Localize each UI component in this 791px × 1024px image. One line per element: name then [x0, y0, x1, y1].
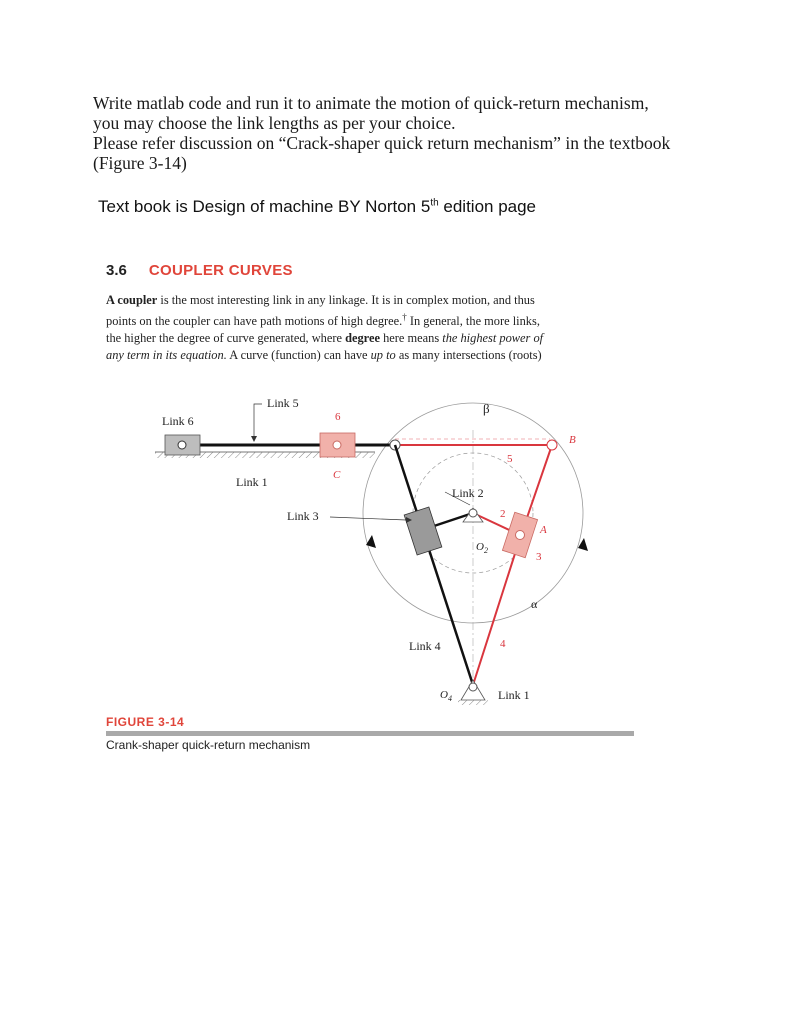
arrow-left	[366, 535, 376, 548]
figure-caption: Crank-shaper quick-return mechanism	[106, 738, 311, 752]
label-link1-top: Link 1	[236, 475, 268, 489]
mechanism-figure	[100, 388, 640, 718]
question-line-3: Please refer discussion on “Crack-shaper quick return mechanism” in the textbook	[93, 133, 671, 153]
figure-caption-title: FIGURE 3-14	[106, 715, 185, 729]
textbook-reference	[98, 197, 536, 217]
textbook-text-end: edition page	[438, 197, 537, 216]
label-link5: Link 5	[267, 396, 299, 410]
italic-text: the highest power of	[442, 331, 544, 346]
label-5: 5	[507, 453, 513, 465]
label-alpha: α	[531, 597, 538, 611]
paragraph-text: points on the coupler can have path motions of high degree.	[106, 314, 403, 329]
paragraph-text: In general, the more links,	[406, 314, 540, 329]
question-line-2: you may choose the link lengths as per your choice.	[93, 113, 456, 133]
paragraph-text: as many intersections (roots)	[395, 348, 542, 363]
label-2: 2	[500, 508, 506, 520]
excerpt-paragraph	[106, 292, 636, 364]
italic-text: up to	[370, 348, 396, 363]
section-title: COUPLER CURVES	[148, 262, 293, 279]
paragraph-text: the higher the degree of curve generated, where	[106, 331, 346, 346]
bold-term: degree	[345, 331, 380, 346]
label-link2: Link 2	[452, 486, 484, 500]
label-4: 4	[500, 638, 506, 650]
label-link4: Link 4	[409, 639, 441, 653]
question-text	[93, 93, 733, 173]
label-link6: Link 6	[162, 414, 194, 428]
question-line-4: (Figure 3-14)	[93, 153, 187, 173]
rocker-red	[473, 445, 552, 685]
label-c: C	[333, 469, 341, 481]
paragraph-line-2	[106, 309, 636, 330]
paragraph-text: A curve (function) can have	[226, 348, 371, 363]
footnote-mark: †	[402, 312, 407, 322]
slider-link3	[404, 507, 442, 555]
paragraph-text: is the most interesting link in any linkage. It is in complex motion, and thus	[157, 293, 535, 307]
paragraph-line-3	[106, 330, 636, 347]
label-beta: β	[483, 401, 490, 416]
italic-text: any term in its equation.	[106, 348, 227, 363]
label-o2: $O_2$	[476, 541, 488, 555]
label-6: 6	[335, 411, 341, 423]
bold-term: A coupler	[106, 293, 158, 307]
paragraph-line-1	[106, 292, 636, 309]
label-a: A	[540, 524, 547, 536]
label-o4: $O_4$	[440, 689, 452, 703]
textbook-text: Text book is Design of machine BY Norton 5	[98, 197, 431, 216]
caption-rule	[106, 731, 634, 736]
textbook-superscript: th	[430, 197, 439, 209]
label-b: B	[569, 434, 576, 446]
section-heading	[106, 262, 293, 279]
label-link1-bottom: Link 1	[498, 688, 530, 702]
paragraph-line-4	[106, 347, 636, 364]
question-line-1: Write matlab code and run it to animate the motion of quick-return mechanism,	[93, 93, 649, 113]
label-3: 3	[536, 551, 542, 563]
label-link3: Link 3	[287, 509, 319, 523]
paragraph-text: here means	[379, 331, 443, 346]
section-number: 3.6	[106, 262, 127, 279]
